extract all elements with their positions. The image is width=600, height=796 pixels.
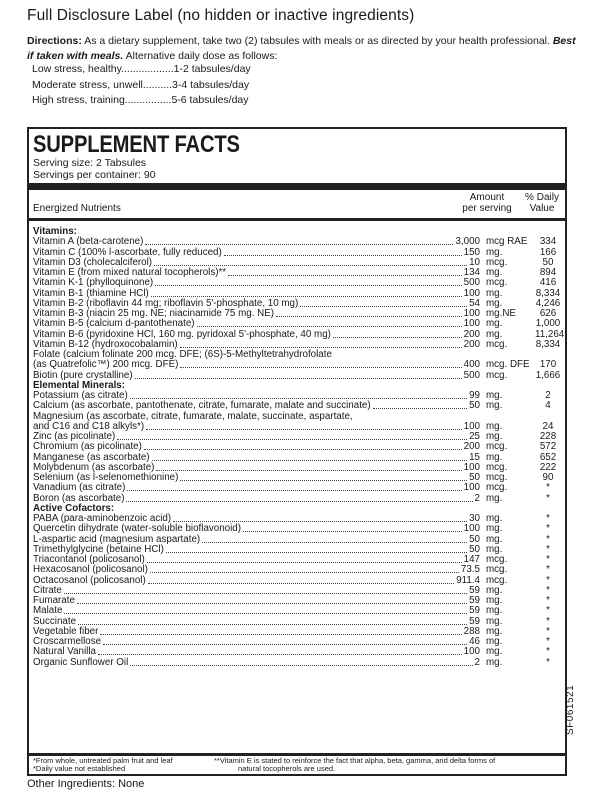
nutrient-name: Hexacosanol (policosanol) (33, 564, 148, 576)
nutrient-amount: 10 (469, 256, 480, 268)
nutrient-amount: 3,000 (455, 236, 480, 248)
nutrient-unit: mcg. (486, 554, 508, 565)
nutrient-daily-value: 4,246 (535, 297, 561, 309)
nutrient-daily-value: * (546, 564, 550, 576)
dose-item: Low stress, healthy..................1-2 tabsules/day (32, 63, 251, 75)
nutrient-amount: 73.5 (460, 564, 480, 576)
nutrient-name: Calcium (as ascorbate, pantothenate, citrate, fumarate, malate and succinate) (33, 400, 371, 412)
leader-dots (126, 494, 473, 502)
leader-dots (147, 555, 462, 563)
nutrient-unit: mg. (486, 287, 503, 299)
nutrient-name: L-aspartic acid (magnesium aspartate) (33, 533, 201, 545)
nutrient-unit: mcg. (486, 256, 508, 268)
nutrient-amount: 54 (469, 297, 480, 309)
nutrient-unit: mcg. DFE (486, 359, 530, 371)
nutrient-unit: mg. (486, 513, 503, 524)
nutrient-name: Folate (calcium folinate 200 mcg. DFE; (6S)-5-Methyltetrahydrofolate (33, 349, 332, 360)
nutrient-unit: mg. (486, 390, 503, 401)
nutrient-amount: 150 (463, 246, 480, 258)
nutrient-daily-value: * (546, 533, 550, 545)
nutrient-row (33, 565, 563, 575)
nutrient-name: and C16 and C18 alkyls*) (33, 420, 145, 432)
nutrient-amount: 288 (463, 625, 480, 637)
nutrient-name: Succinate (33, 615, 77, 627)
nutrient-name: Croscarmellose (33, 636, 102, 647)
lot-code: SF061521 (565, 684, 576, 735)
nutrient-daily-value: 228 (539, 431, 557, 442)
nutrient-row (33, 647, 563, 657)
category-label: Active Cofactors: (33, 502, 115, 514)
nutrient-amount: 50 (469, 543, 480, 555)
nutrient-amount: 50 (469, 533, 480, 545)
dose-list (32, 62, 251, 109)
nutrient-unit: mg. (486, 297, 503, 309)
dose-item: High stress, training................5-6 tabsules/day (32, 94, 249, 106)
nutrient-daily-value: 170 (539, 359, 557, 371)
nutrient-table (33, 227, 563, 668)
leader-dots (224, 248, 462, 256)
leader-dots (148, 576, 454, 584)
nutrient-amount: 25 (469, 431, 480, 442)
nutrient-unit: mg. (486, 595, 503, 606)
nutrient-name: Potassium (as citrate) (33, 390, 128, 401)
other-ingredients: Other Ingredients: None (27, 778, 145, 790)
nutrient-amount: 2 (474, 656, 480, 668)
nutrient-daily-value: 1,666 (535, 369, 561, 381)
nutrient-daily-value: 166 (539, 246, 557, 258)
nutrient-daily-value: * (546, 646, 550, 658)
category-label: Elemental Minerals: (33, 379, 126, 391)
nutrient-amount: 400 (463, 359, 480, 371)
nutrient-name: Octacosanol (policosanol) (33, 574, 146, 586)
nutrient-unit: mg.NE (486, 308, 516, 319)
nutrient-amount: 134 (463, 267, 480, 278)
leader-dots (156, 463, 462, 471)
nutrient-amount: 100 (463, 461, 480, 473)
leader-dots (145, 237, 453, 245)
category-label: Vitamins: (33, 226, 77, 237)
nutrient-unit: mg. (486, 656, 503, 668)
nutrient-row (33, 401, 563, 411)
nutrient-name: Triacontanol (policosanol) (33, 554, 145, 565)
nutrient-unit: mcg. (486, 338, 508, 350)
leader-dots (173, 514, 467, 522)
nutrient-name: Boron (as ascorbate) (33, 492, 125, 504)
nutrient-daily-value: 626 (539, 308, 557, 319)
nutrient-daily-value: * (546, 543, 550, 555)
leader-dots (180, 473, 467, 481)
nutrient-name: Natural Vanilla (33, 646, 96, 658)
nutrient-name: Chromium (as picolinate) (33, 441, 142, 453)
nutrient-name: Vitamin A (beta-carotene) (33, 236, 144, 248)
nutrient-row (33, 278, 563, 288)
nutrient-row (33, 617, 563, 627)
leader-dots (154, 258, 467, 266)
nutrient-row (33, 637, 563, 647)
nutrient-amount: 99 (469, 390, 480, 401)
leader-dots (146, 422, 462, 430)
leader-dots (64, 586, 467, 594)
leader-dots (373, 401, 467, 409)
leader-dots (202, 535, 467, 543)
nutrient-daily-value: 652 (539, 451, 557, 463)
nutrient-amount: 100 (463, 308, 480, 319)
nutrient-row (33, 658, 563, 668)
nutrient-amount: 200 (463, 338, 480, 350)
directions-alternative: Alternative daily dose as follows: (125, 50, 278, 62)
nutrient-daily-value: * (546, 636, 550, 647)
nutrient-daily-value: 90 (542, 472, 554, 483)
nutrient-row (33, 237, 563, 247)
nutrient-unit: mg. (486, 625, 503, 637)
divider-medium (29, 218, 565, 221)
nutrient-daily-value: 416 (539, 277, 557, 289)
nutrient-daily-value: 572 (539, 441, 557, 453)
nutrient-daily-value: 894 (539, 267, 557, 278)
nutrient-row (33, 596, 563, 606)
leader-dots (100, 627, 462, 635)
nutrient-unit: mg. (486, 492, 503, 504)
nutrient-row (33, 360, 563, 370)
directions-label: Directions: (27, 35, 82, 47)
nutrient-amount: 500 (463, 369, 480, 381)
nutrient-name: Fumarate (33, 595, 75, 606)
nutrient-daily-value: 50 (542, 256, 554, 268)
nutrient-name: Vitamin B-1 (thiamine HCl) (33, 287, 149, 299)
nutrient-amount: 59 (469, 605, 480, 617)
nutrient-unit: mg. (486, 451, 503, 463)
nutrient-name: Trimethylglycine (betaine HCl) (33, 543, 164, 555)
col-amount: Amount per serving (462, 192, 512, 214)
nutrient-name: Vitamin K-1 (phylloquinone) (33, 277, 154, 289)
nutrient-name: Vitamin E (from mixed natural tocopherols)** (33, 267, 227, 278)
nutrient-unit: mcg. (486, 574, 508, 586)
label-heading: Full Disclosure Label (no hidden or inactive ingredients) (27, 7, 415, 24)
nutrient-unit: mcg. (486, 441, 508, 453)
nutrient-row (33, 483, 563, 493)
col-daily-value: % Daily Value (525, 192, 559, 214)
nutrient-daily-value: * (546, 625, 550, 637)
nutrient-unit: mg. (486, 646, 503, 658)
nutrient-row (33, 576, 563, 586)
nutrient-unit: mg. (486, 318, 503, 330)
nutrient-name: Vitamin C (100% l-ascorbate, fully reduced) (33, 246, 222, 258)
nutrient-daily-value: * (546, 584, 550, 596)
nutrient-amount: 50 (469, 472, 480, 483)
nutrient-amount: 50 (469, 400, 480, 412)
nutrient-amount: 200 (463, 328, 480, 340)
nutrient-unit: mcg. (486, 461, 508, 473)
nutrient-unit: mg. (486, 246, 503, 258)
dose-item: Moderate stress, unwell..........3-4 tabsules/day (32, 78, 250, 91)
nutrient-unit: mcg RAE (486, 236, 528, 248)
nutrient-unit: mcg. (486, 369, 508, 381)
nutrient-unit: mg. (486, 605, 503, 617)
nutrient-daily-value: 334 (539, 236, 557, 248)
footnote-right: **Vitamin E is stated to reinforce the fact that alpha, beta, gamma, and delta forms of natural tocopherols are used. (214, 756, 496, 773)
nutrient-row (33, 319, 563, 329)
nutrient-name: Vitamin B-5 (calcium d-pantothenate) (33, 318, 195, 330)
nutrient-name: Selenium (as l-selenomethionine) (33, 472, 179, 483)
nutrient-unit: mg. (486, 533, 503, 545)
leader-dots (180, 340, 462, 348)
nutrient-unit: mg. (486, 636, 503, 647)
nutrient-name: Vitamin B-2 (riboflavin 44 mg; riboflavin 5'-phosphate, 10 mg) (33, 297, 299, 309)
leader-dots (166, 545, 467, 553)
nutrient-daily-value: * (546, 482, 550, 494)
nutrient-amount: 911.4 (456, 574, 480, 586)
leader-dots (150, 565, 459, 573)
leader-dots (151, 289, 462, 297)
nutrient-amount: 59 (469, 584, 480, 596)
nutrient-amount: 500 (463, 277, 480, 289)
leader-dots (64, 606, 467, 614)
leader-dots (130, 391, 467, 399)
nutrient-name: Vitamin B-3 (niacin 25 mg. NE; niacinamide 75 mg. NE) (33, 308, 275, 319)
nutrient-amount: 30 (469, 513, 480, 524)
nutrient-amount: 46 (469, 636, 480, 647)
leader-dots (144, 442, 462, 450)
leader-dots (127, 483, 462, 491)
nutrient-row (33, 586, 563, 596)
nutrient-daily-value: 4 (545, 400, 551, 412)
nutrient-unit: mg. (486, 523, 503, 535)
nutrient-daily-value: * (546, 615, 550, 627)
leader-dots (155, 278, 462, 286)
nutrient-row (33, 524, 563, 534)
nutrient-unit: mcg. (486, 277, 508, 289)
nutrient-daily-value: 222 (539, 461, 557, 473)
nutrient-daily-value: * (546, 605, 550, 617)
nutrient-daily-value: 11,264 (535, 328, 565, 340)
serving-info (33, 157, 156, 181)
directions-text (27, 34, 582, 64)
servings-per-container: Servings per container: 90 (33, 169, 156, 181)
leader-dots (152, 453, 467, 461)
nutrient-amount: 100 (463, 523, 480, 535)
leader-dots (77, 596, 467, 604)
leader-dots (333, 330, 462, 338)
nutrient-unit: mcg. (486, 564, 508, 576)
leader-dots (228, 268, 462, 276)
leader-dots (130, 658, 473, 666)
nutrient-name: Molybdenum (as ascorbate) (33, 461, 155, 473)
nutrient-name: Vegetable fiber (33, 625, 99, 637)
leader-dots (103, 637, 467, 645)
nutrient-unit: mcg. (486, 482, 508, 494)
nutrient-unit: mg. (486, 543, 503, 555)
nutrient-daily-value: * (546, 554, 550, 565)
nutrient-daily-value: 8,334 (535, 338, 561, 350)
col-nutrients: Energized Nutrients (33, 203, 121, 214)
supplement-facts-panel (27, 127, 567, 776)
nutrient-name: Vanadium (as citrate) (33, 482, 126, 494)
divider-thick (29, 183, 565, 190)
leader-dots (276, 309, 462, 317)
nutrient-amount: 100 (463, 318, 480, 330)
serving-size: Serving size: 2 Tabsules (33, 157, 147, 169)
nutrient-name: PABA (para-aminobenzoic acid) (33, 513, 172, 524)
nutrient-name: Organic Sunflower Oil (33, 656, 129, 668)
nutrient-amount: 100 (463, 287, 480, 299)
nutrient-daily-value: * (546, 574, 550, 586)
nutrient-name: Vitamin B-12 (hydroxocobalamin) (33, 338, 178, 350)
nutrient-name: (as Quatrefolic™) 200 mcg. DFE) (33, 359, 179, 371)
nutrient-name: Vitamin D3 (cholecalciferol) (33, 256, 153, 268)
nutrient-unit: mg. (486, 420, 503, 432)
nutrient-amount: 2 (474, 492, 480, 504)
panel-title: SUPPLEMENT FACTS (33, 131, 240, 158)
nutrient-name: Zinc (as picolinate) (33, 431, 116, 442)
nutrient-unit: mg. (486, 400, 503, 412)
nutrient-unit: mg. (486, 267, 503, 278)
leader-dots (78, 617, 467, 625)
nutrient-name: Citrate (33, 584, 62, 596)
leader-dots (243, 524, 462, 532)
leader-dots (197, 319, 462, 327)
nutrient-unit: mg. (486, 584, 503, 596)
nutrient-daily-value: 8,334 (535, 287, 561, 299)
nutrient-daily-value: * (546, 595, 550, 606)
nutrient-amount: 200 (463, 441, 480, 453)
nutrient-amount: 15 (469, 451, 480, 463)
nutrient-name: Manganese (as ascorbate) (33, 451, 150, 463)
directions-body: As a dietary supplement, take two (2) tabsules with meals or as directed by your health professional. (84, 35, 550, 47)
nutrient-daily-value: * (546, 523, 550, 535)
nutrient-unit: mg. (486, 615, 503, 627)
leader-dots (135, 371, 462, 379)
nutrient-row (33, 627, 563, 637)
nutrient-name: Magnesium (as ascorbate, citrate, fumarate, malate, succinate, aspartate, (33, 410, 353, 422)
directions-emphasis: Best if taken with meals. (27, 35, 576, 62)
nutrient-unit: mg. (486, 328, 503, 340)
nutrient-amount: 100 (463, 646, 480, 658)
nutrient-unit: mg. (486, 431, 503, 442)
leader-dots (117, 432, 467, 440)
nutrient-name: Biotin (pure crystalline) (33, 369, 133, 381)
nutrient-amount: 100 (463, 420, 480, 432)
nutrient-name: Malate (33, 605, 63, 617)
nutrient-amount: 100 (463, 482, 480, 494)
nutrient-daily-value: 2 (545, 390, 551, 401)
nutrient-daily-value: * (546, 492, 550, 504)
nutrient-row (33, 442, 563, 452)
nutrient-row (33, 606, 563, 616)
leader-dots (98, 647, 462, 655)
leader-dots (300, 299, 467, 307)
leader-dots (180, 360, 462, 368)
nutrient-amount: 147 (463, 554, 480, 565)
nutrient-name: Vitamin B-6 (pyridoxine HCl, 160 mg. pyridoxal 5'-phosphate, 40 mg) (33, 328, 331, 340)
nutrient-daily-value: * (546, 656, 550, 668)
nutrient-amount: 59 (469, 615, 480, 627)
nutrient-daily-value: 24 (542, 420, 554, 432)
footnote-left: *From whole, untreated palm fruit and leaf *Daily value not established (33, 756, 173, 773)
nutrient-daily-value: * (546, 513, 550, 524)
nutrient-unit: mcg. (486, 472, 508, 483)
nutrient-daily-value: 1,000 (535, 318, 561, 330)
nutrient-amount: 59 (469, 595, 480, 606)
nutrient-name: Quercetin dihydrate (water-soluble bioflavonoid) (33, 523, 242, 535)
